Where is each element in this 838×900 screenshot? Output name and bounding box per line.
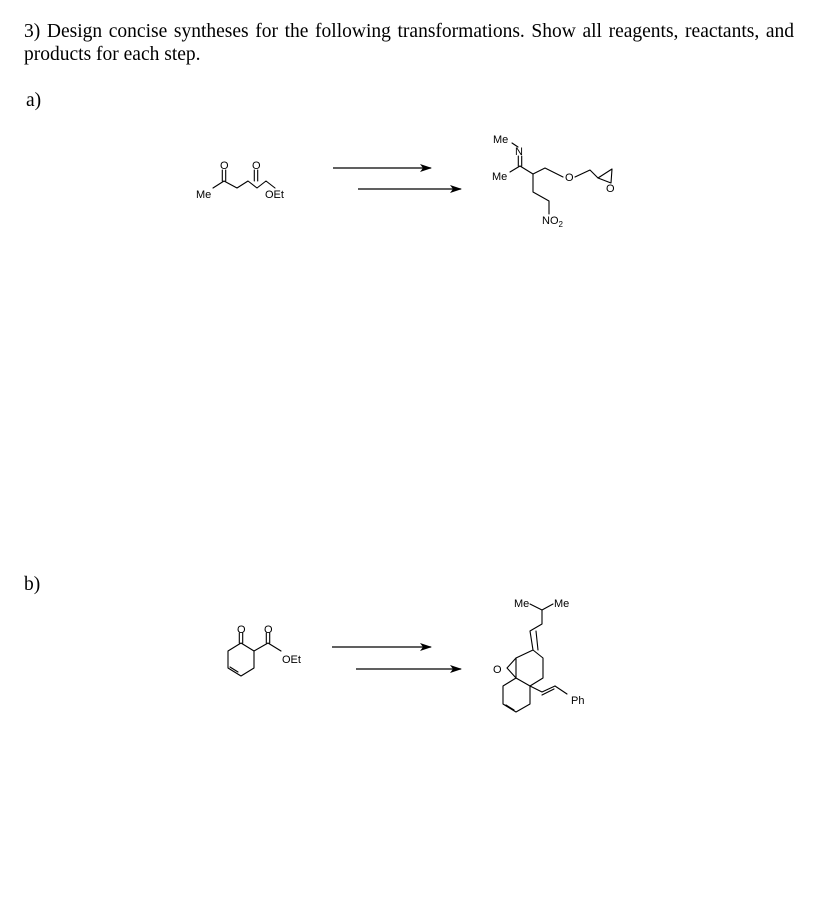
question-number: 3) [24, 21, 41, 42]
nitro-label: $NO_2$ [542, 215, 563, 229]
imine-nitrogen-label: N [515, 146, 523, 158]
part-b-reactant [228, 624, 301, 676]
part-a-reactant [196, 160, 284, 201]
part-b-label: b) [24, 574, 41, 595]
carbonyl-oxygen-label: O [252, 160, 261, 172]
part-a-label: a) [26, 90, 42, 111]
epoxide-oxygen-label: O [493, 664, 502, 676]
ketone-oxygen-label: O [237, 624, 246, 636]
methyl-right-label: Me [554, 598, 570, 610]
imine-methyl-left-label: Me [492, 171, 508, 183]
carbonyl-oxygen-label: O [220, 160, 229, 172]
ester-label: OEt [265, 189, 284, 201]
ester-carbonyl-oxygen-label: O [264, 624, 273, 636]
imine-methyl-top-label: Me [493, 134, 509, 146]
question-body: Design concise syntheses for the following transformations. Show all reagents, reactants, and products for each step. [24, 21, 794, 65]
part-b-product [493, 598, 584, 712]
part-a-product [492, 134, 615, 229]
phenyl-label: Ph [571, 695, 585, 707]
methyl-left-label: Me [514, 598, 530, 610]
ester-label: OEt [282, 654, 301, 666]
methyl-label: Me [196, 189, 212, 201]
ether-oxygen-label: O [565, 172, 574, 184]
epoxide-oxygen-label: O [606, 183, 615, 195]
